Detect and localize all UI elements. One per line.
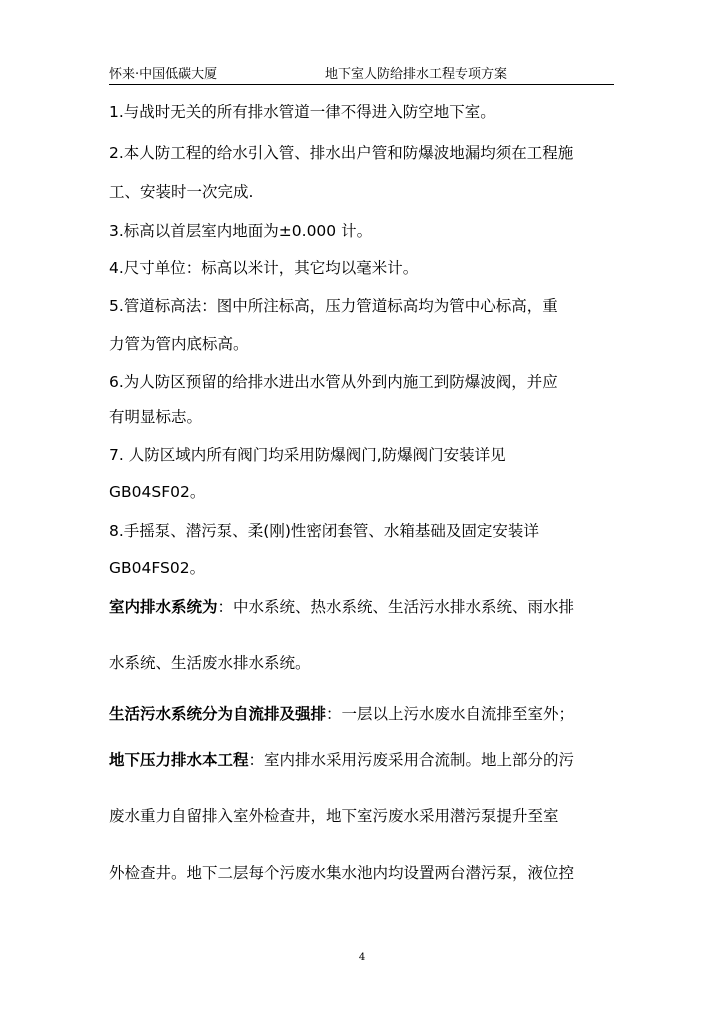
header-project-name: 怀来·中国低碳大厦 [109,67,218,82]
text-line: 3.标高以首层室内地面为±0.000 计。 [109,222,373,240]
text-line: 水系统、生活废水排水系统。 [109,654,311,672]
text-line: 8.手摇泵、潜污泵、柔(刚)性密闭套管、水箱基础及固定安装详 [109,522,539,540]
text-line: 工、安装时一次完成. [109,183,254,201]
text-line: GB04FS02。 [109,559,206,577]
text-line: 力管为管内底标高。 [109,335,249,353]
text-line: 室内排水系统为：中水系统、热水系统、生活污水排水系统、雨水排 [109,598,575,616]
text-line: 1.与战时无关的所有排水管道一律不得进入防空地下室。 [109,103,496,121]
text-line: 5.管道标高法：图中所注标高，压力管道标高均为管中心标高，重 [109,297,558,315]
text-line: 7. 人防区域内所有阀门均采用防爆阀门,防爆阀门安装详见 [109,446,506,464]
bold-heading: 生活污水系统分为自流排及强排 [109,705,327,723]
text-line: 外检查井。地下二层每个污废水集水池内均设置两台潜污泵，液位控 [109,864,575,882]
text-line: GB04SF02。 [109,483,206,501]
bold-heading: 地下压力排水本工程 [109,751,249,769]
text-line: 生活污水系统分为自流排及强排：一层以上污水废水自流排至室外； [109,705,575,723]
page-header [109,66,614,85]
page-number: 4 [358,952,366,963]
text-line: 2.本人防工程的给水引入管、排水出户管和防爆波地漏均须在工程施 [109,144,574,162]
text-line: 4.尺寸单位：标高以米计，其它均以毫米计。 [109,259,419,277]
text-line: 有明显标志。 [109,408,203,426]
header-document-title: 地下室人防给排水工程专项方案 [325,67,508,82]
text-line: 地下压力排水本工程：室内排水采用污废采用合流制。地上部分的污 [109,751,575,769]
bold-heading: 室内排水系统为 [109,598,218,616]
text-line: 6.为人防区预留的给排水进出水管从外到内施工到防爆波阀，并应 [109,373,558,391]
text-line: 废水重力自留排入室外检查井，地下室污废水采用潜污泵提升至室 [109,807,559,825]
